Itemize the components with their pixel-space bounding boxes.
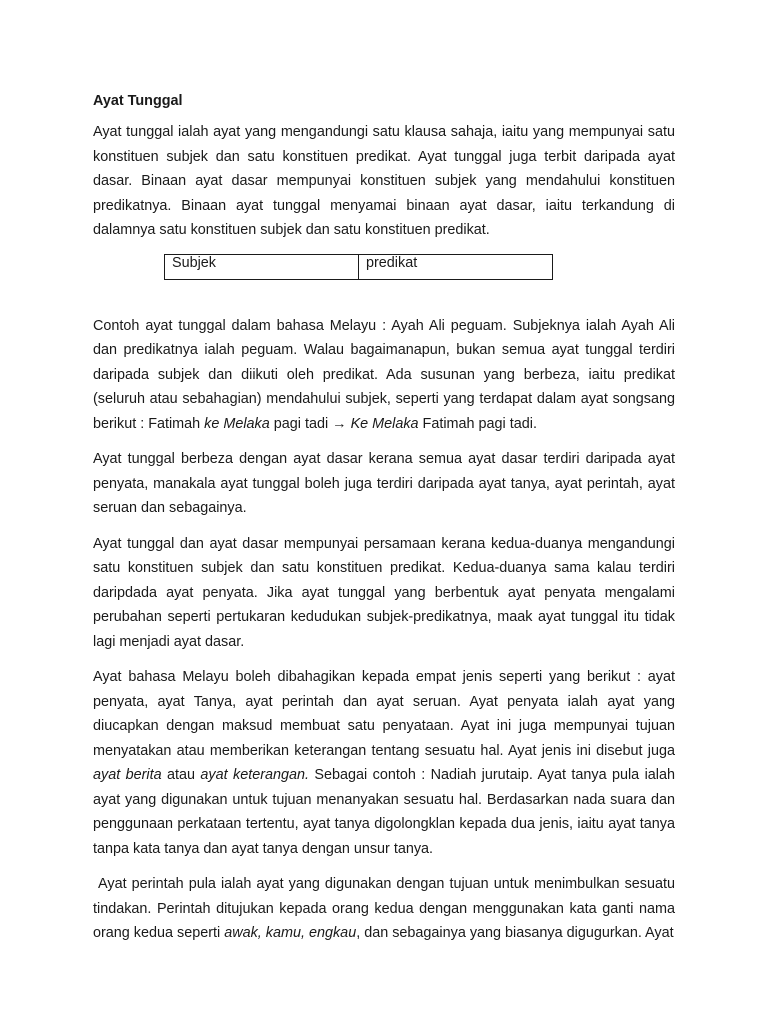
italic-text: ke Melaka	[204, 415, 270, 432]
paragraph-text: Ayat tunggal berbeza dengan ayat dasar kerana semua ayat dasar terdiri daripada ayat penyata, manakala ayat tunggal boleh juga terdiri daripada ayat tanya, ayat perintah, ayat seruan dan sebagainya.	[93, 451, 675, 516]
table-cell-predikat: predikat	[359, 254, 553, 279]
paragraph-text: atau	[161, 767, 201, 783]
paragraph-text: Ayat bahasa Melayu boleh dibahagikan kepada empat jenis seperti yang berikut : ayat penyata, ayat Tanya, ayat perintah dan ayat seruan. Ayat penyata ialah ayat yang diucapkan dengan maksud membuat satu penyataan. Ayat ini juga mempunyai tujuan menyatakan atau memberikan keterangan tentang sesuatu hal. Ayat jenis ini disebut juga	[93, 669, 675, 759]
paragraph-text: Sebagai contoh : Nadiah jurutaip. Ayat tanya pula ialah ayat yang digunakan untuk tujuan menanyakan sesuatu hal. Berdasarkan nada suara dan penggunaan perkataan tertentu, ayat tanya digolongklan kepada dua jenis, iaitu ayat tanya tanpa kata tanya dan ayat tanya dengan unsur tanya.	[93, 767, 675, 857]
paragraph-jenis-ayat	[93, 665, 675, 861]
document-body	[93, 92, 675, 957]
italic-text: ayat berita	[93, 767, 162, 783]
paragraph-text: pagi tadi →	[269, 415, 351, 432]
subject-predicate-table	[164, 254, 553, 280]
paragraph-contoh	[93, 314, 675, 437]
paragraph-text: , dan sebagainya yang biasanya digugurkan. Ayat	[356, 925, 674, 941]
paragraph-text: Ayat perintah pula ialah ayat yang digunakan dengan tujuan untuk menimbulkan sesuatu tindakan. Perintah ditujukan kepada orang kedua dengan menggunakan kata ganti nama orang kedua seperti	[93, 876, 675, 941]
page-title: Ayat Tunggal	[93, 93, 183, 109]
table-cell-subjek: Subjek	[165, 254, 359, 279]
paragraph-persamaan	[93, 532, 675, 655]
italic-text: Ke Melaka	[350, 415, 419, 432]
paragraph-perbezaan	[93, 447, 675, 521]
paragraph-ayat-perintah	[93, 872, 675, 946]
table-row	[165, 254, 553, 279]
paragraph-intro	[93, 120, 675, 243]
paragraph-text: Ayat tunggal ialah ayat yang mengandungi satu klausa sahaja, iaitu yang mempunyai satu konstituen subjek dan satu konstituen predikat. Ayat tunggal juga terbit daripada ayat dasar. Binaan ayat dasar mempunyai konstituen subjek yang mendahului konstituen predikatnya. Binaan ayat tunggal menyamai binaan ayat dasar, iaitu terkandung di dalamnya satu konstituen subjek dan satu konstituen predikat.	[93, 124, 675, 238]
paragraph-text: Ayat tunggal dan ayat dasar mempunyai persamaan kerana kedua-duanya mengandungi satu konstituen subjek dan satu konstituen predikat. Kedua-duanya sama kalau terdiri daripdada ayat penyata. Jika ayat tunggal yang berbentuk ayat penyata mengalami perubahan seperti pertukaran kedudukan subjek-predikatnya, maak ayat tunggal itu tidak lagi menjadi ayat dasar.	[93, 535, 675, 650]
paragraph-text: Fatimah pagi tadi.	[418, 415, 537, 432]
paragraph-text: Contoh ayat tunggal dalam bahasa Melayu : Ayah Ali peguam. Subjeknya ialah Ayah Ali dan predikatnya ialah peguam. Walau bagaimanapun, bukan semua ayat tunggal terdiri daripada subjek dan diikuti oleh predikat. Ada susunan yang berbeza, iaitu predikat (seluruh atau sebahagian) mendahului subjek, seperti yang terdapat dalam ayat songsang berikut : Fatimah	[93, 317, 675, 432]
italic-text: ayat keterangan.	[200, 767, 310, 783]
italic-text: awak, kamu, engkau	[224, 925, 357, 941]
